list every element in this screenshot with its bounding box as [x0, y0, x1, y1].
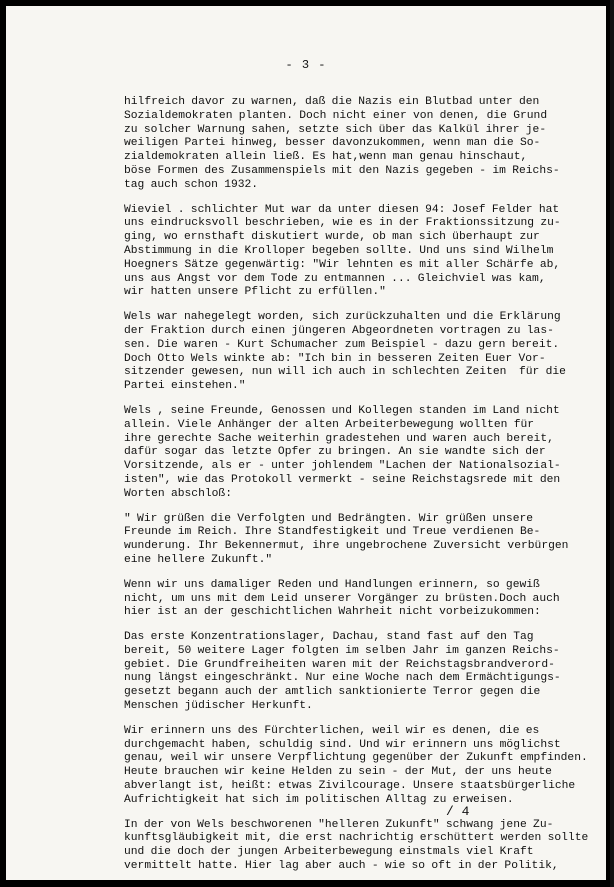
paragraph-3: Wels war nahegelegt worden, sich zurückzuhalten und die Erklärung der Fraktion durch einen jüngeren Abgeordneten vortragen zu las- sen. Die waren - Kurt Schumacher zum Beispiel - dazu gern bereit. Doch Otto Wels winkte ab: "Ich bin in besseren Zeiten Euer Vor- sitzender gewesen, nun will ich auch in schlechten Zeiten für die Partei einstehen." [124, 311, 566, 393]
next-page-reference: / 4 [446, 804, 470, 819]
page-number: - 3 - [285, 58, 327, 72]
paragraph-8: Wir erinnern uns des Fürchterlichen, weil wir es denen, die es durchgemacht haben, schuldig sind. Und wir erinnern uns möglichst genau, weil wir unsere Verpflichtung gegenüber der Zukunft empfinden. Heute brauchen wir keine Helden zu sein - der Mut, der uns heute abverlangt ist, heißt: etwas Zivilcourage. Unsere staatsbürgerliche Aufrichtigkeit hat sich im politischen Alltag zu erweisen. [124, 724, 588, 806]
document-page [6, 6, 606, 880]
paragraph-5-quote: " Wir grüßen die Verfolgten und Bedrängten. Wir grüßen unsere Freunde im Reich. Ihre Standfestigkeit und Treue verdienen Be- wunderung. Ihr Bekennermut, ihre ungebrochene Zuversicht verbürgen eine hellere Zukunft." [124, 512, 569, 566]
document-body [124, 96, 594, 880]
paragraph-4: Wels , seine Freunde, Genossen und Kollegen standen im Land nicht allein. Viele Anhänger der alten Arbeiterbewegung wollten für ihre gerechte Sache weiterhin gradestehen und waren auch bereit, dafür sogar das letzte Opfer zu bringen. An sie wandte sich der Vorsitzende, als er - unter johlendem "Lachen der Nationalsozial- isten", wie das Protokoll vermerkt - seine Reichstagsrede mit den Worten abschloß: [124, 404, 561, 500]
paragraph-1: hilfreich davor zu warnen, daß die Nazis ein Blutbad unter den Sozialdemokraten planten. Doch nicht einer von denen, die Grund zu solcher Warnung sahen, setzte sich über das Kalkül ihrer je- weiligen Partei hinweg, besser davonzukommen, wenn man die So- zialdemokraten allein ließ. Es hat,wenn man genau hinschaut, böse Formen des Zusammenspiels mit den Nazis gegeben - im Reichs- tag auch schon 1932. [124, 96, 560, 191]
paragraph-2: Wieviel . schlichter Mut war da unter diesen 94: Josef Felder hat uns eindrucksvoll beschrieben, wie es in der Fraktionssitzung zu- ging, wo ernsthaft diskutiert wurde, ob man sich überhaupt zur Abstimmung in die Krolloper begeben sollte. Und uns sind Wilhelm Hoegners Sätze gegenwärtig: "Wir lehnten es mit aller Schärfe ab, uns aus Angst vor dem Tode zu entmannen ... Gleichviel was kam, wir hatten unsere Pflicht zu erfüllen." [124, 203, 561, 299]
paragraph-6: Wenn wir uns damaliger Reden und Handlungen erinnern, so gewiß nicht, um uns mit dem Leid unserer Vorgänger zu brüsten.Doch auch hier ist an der geschichtlichen Wahrheit nicht vorbeizukommen: [124, 578, 560, 619]
scan-edge [610, 0, 614, 887]
paragraph-7: Das erste Konzentrationslager, Dachau, stand fast auf den Tag bereit, 50 weitere Lager folgten im selben Jahr im ganzen Reichs- gebiet. Die Grundfreiheiten waren mit der Reichstagsbrandverord- nung längst eingeschränkt. Nur eine Woche nach dem Ermächtigungs- gesetzt begann auch der amtlich sanktionierte Terror gegen die Menschen jüdischer Herkunft. [124, 631, 561, 713]
paragraph-9: In der von Wels beschworenen "helleren Zukunft" schwang jene Zu- kunftsgläubigkeit mit, die erst nachrichtig erschüttert werden sollte und die doch der jungen Arbeiterbewegung einstmals viel Kraft vermittelt hatte. Hier lag aber auch - wie so oft in der Politik, [124, 818, 589, 873]
